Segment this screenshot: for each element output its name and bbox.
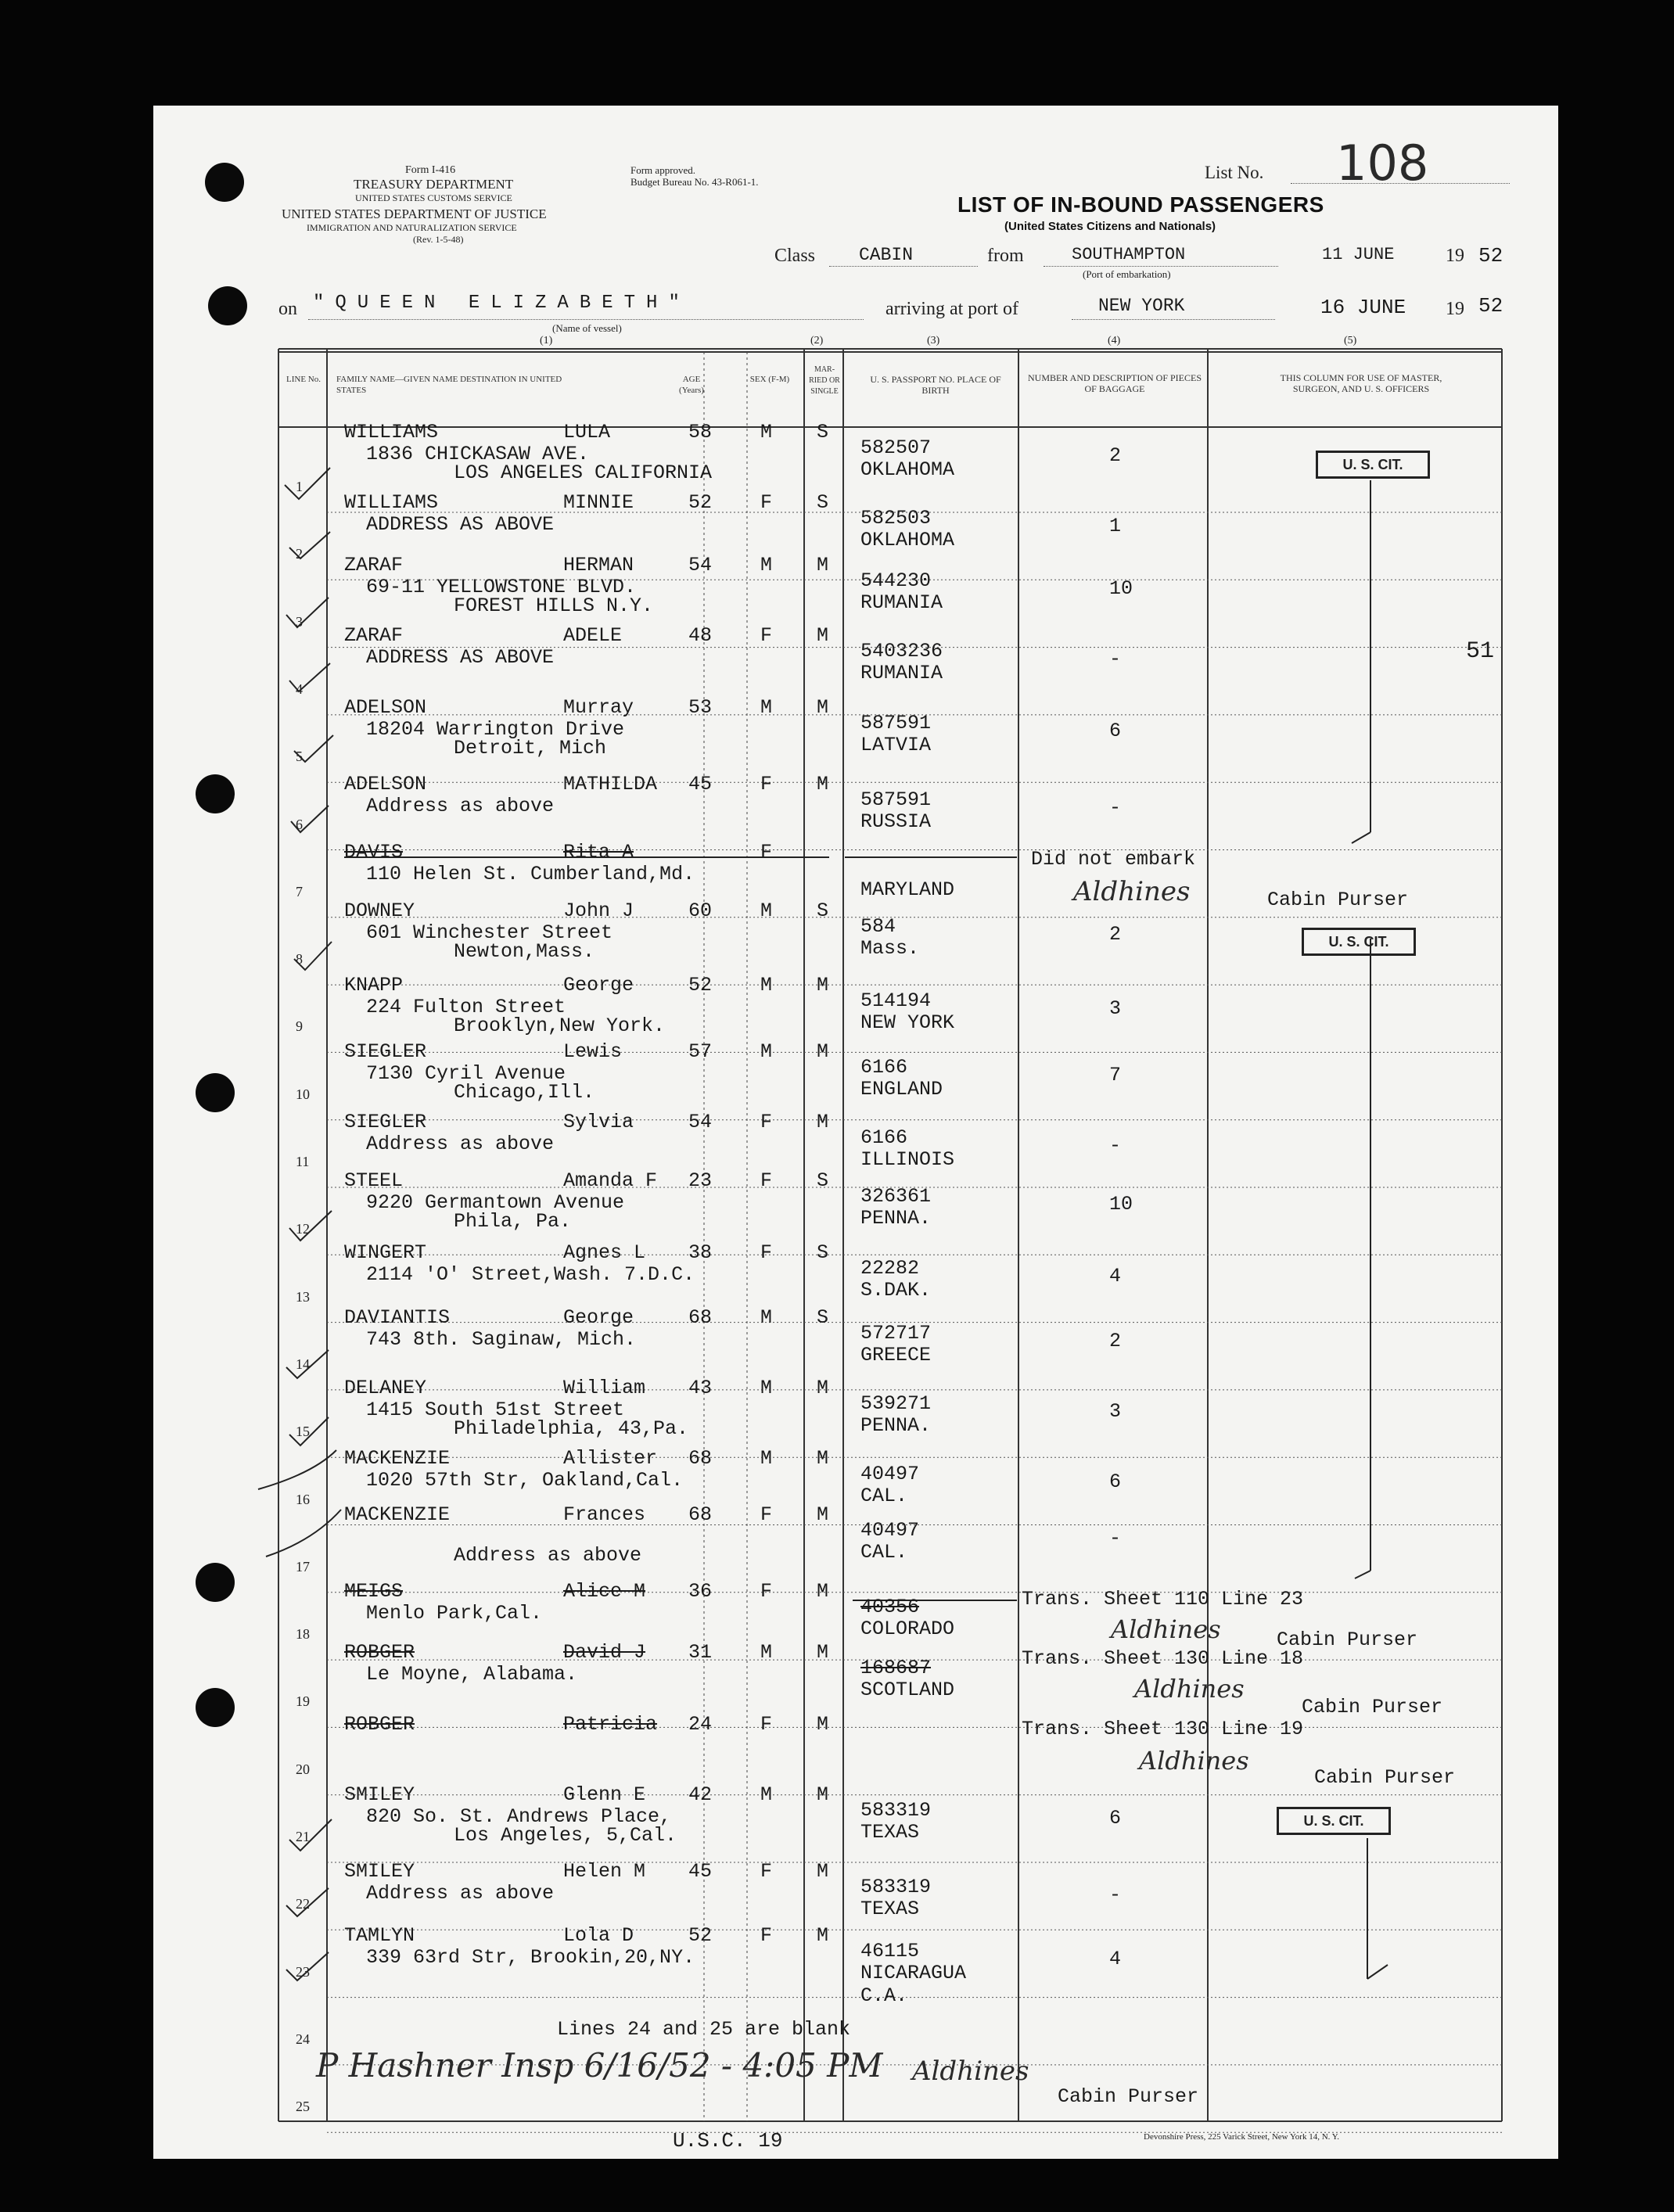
- place-of-birth: RUSSIA: [860, 810, 932, 833]
- place-of-birth: S.DAK.: [860, 1279, 932, 1302]
- passenger-family-name: WINGERT: [344, 1241, 427, 1264]
- passenger-address-line-2: FOREST HILLS N.Y.: [454, 594, 654, 617]
- passport-number: 22282: [860, 1257, 920, 1280]
- transfer-note-2: Trans. Sheet 130 Line 18: [1022, 1647, 1304, 1670]
- passenger-marital-status: M: [817, 1580, 829, 1603]
- form-number: Form I-416: [405, 164, 456, 176]
- place-of-birth: LATVIA: [860, 734, 932, 756]
- passenger-age: 58: [688, 421, 713, 443]
- form-approved: Form approved.: [630, 164, 696, 176]
- line-number: 13: [296, 1288, 310, 1305]
- passenger-age: 68: [688, 1503, 713, 1526]
- passport-number: 326361: [860, 1185, 932, 1208]
- baggage-count: 3: [1109, 1400, 1122, 1423]
- passenger-address: 820 So. St. Andrews Place,: [366, 1805, 672, 1828]
- passenger-given-name: William: [563, 1377, 646, 1399]
- passenger-family-name: DELANEY: [344, 1377, 427, 1399]
- on-label: on: [278, 299, 297, 319]
- passenger-family-name: SIEGLER: [344, 1040, 427, 1063]
- passport-number: 582503: [860, 507, 932, 530]
- passenger-marital-status: M: [817, 1377, 829, 1399]
- passenger-age: 52: [688, 1924, 713, 1947]
- baggage-count: 6: [1109, 1807, 1122, 1830]
- passenger-given-name: HERMAN: [563, 554, 634, 576]
- place-of-birth: TEXAS: [860, 1821, 920, 1844]
- passenger-age: 31: [688, 1641, 713, 1664]
- passenger-family-name: SMILEY: [344, 1783, 415, 1806]
- from-port: SOUTHAMPTON: [1072, 245, 1186, 264]
- passenger-address: 339 63rd Str, Brookin,20,NY.: [366, 1946, 695, 1969]
- column-number-5: (5): [1344, 335, 1357, 347]
- passenger-family-name: KNAPP: [344, 974, 404, 996]
- transfer-note-3: Trans. Sheet 130 Line 19: [1022, 1718, 1304, 1740]
- passenger-tally: 51: [1466, 638, 1495, 665]
- passenger-age: 23: [688, 1169, 713, 1192]
- place-of-birth: OKLAHOMA: [860, 529, 955, 551]
- passenger-given-name: Patricia: [563, 1713, 658, 1736]
- passenger-marital-status: M: [817, 696, 829, 719]
- passenger-address-line-2: Detroit, Mich: [454, 737, 607, 759]
- passenger-age: 57: [688, 1040, 713, 1063]
- line-number: 2: [296, 546, 303, 562]
- passenger-given-name: Lola D: [563, 1924, 634, 1947]
- budget-bureau: Budget Bureau No. 43-R061-1.: [630, 176, 759, 188]
- passenger-age: 45: [688, 1860, 713, 1883]
- baggage-count: 7: [1109, 1064, 1122, 1086]
- passenger-sex: F: [760, 1503, 773, 1526]
- passenger-address: Address as above: [366, 795, 555, 817]
- passenger-family-name: ROBGER: [344, 1641, 415, 1664]
- passenger-marital-status: S: [817, 1169, 829, 1192]
- line-number: 4: [296, 680, 303, 697]
- passenger-address-line-2: Los Angeles, 5,Cal.: [454, 1824, 677, 1847]
- cabin-purser-label: Cabin Purser: [1302, 1696, 1443, 1718]
- passenger-family-name: STEEL: [344, 1169, 404, 1192]
- passenger-marital-status: M: [817, 1447, 829, 1470]
- passenger-sex: M: [760, 554, 773, 576]
- passport-number: 40497: [860, 1519, 920, 1542]
- arrival-date: 16 JUNE: [1320, 296, 1406, 319]
- passenger-address-line-2: LOS ANGELES CALIFORNIA: [454, 461, 713, 484]
- column-number-2: (2): [810, 335, 824, 347]
- passenger-family-name: ADELSON: [344, 773, 427, 795]
- passenger-age: 53: [688, 696, 713, 719]
- passenger-sex: F: [760, 1860, 773, 1883]
- passenger-address: 7130 Cyril Avenue: [366, 1062, 566, 1085]
- cabin-purser-label: Cabin Purser: [1277, 1628, 1418, 1651]
- passenger-marital-status: S: [817, 900, 829, 922]
- place-of-birth: NICARAGUA C.A.: [860, 1962, 967, 2007]
- list-number-label: List No.: [1205, 163, 1264, 182]
- treasury-department: TREASURY DEPARTMENT: [354, 177, 514, 192]
- passport-number: 587591: [860, 788, 932, 811]
- did-not-embark-note: Did not embark: [1031, 848, 1196, 871]
- passenger-address: 224 Fulton Street: [366, 996, 566, 1018]
- baggage-count: -: [1109, 1883, 1122, 1906]
- header-age: AGE (Years): [679, 375, 704, 395]
- passenger-age: 36: [688, 1580, 713, 1603]
- passenger-family-name: SIEGLER: [344, 1111, 427, 1133]
- line-number: 23: [296, 1963, 310, 1980]
- passenger-sex: F: [760, 1924, 773, 1947]
- passenger-sex: F: [760, 773, 773, 795]
- line-number: 25: [296, 2099, 310, 2115]
- passenger-sex: F: [760, 1580, 773, 1603]
- arrival-year: 52: [1478, 294, 1503, 318]
- from-label: from: [987, 246, 1024, 266]
- departure-year: 52: [1478, 244, 1503, 268]
- passenger-age: 48: [688, 624, 713, 647]
- passenger-age: 68: [688, 1306, 713, 1329]
- class-label: Class: [774, 246, 816, 266]
- department-of-justice: UNITED STATES DEPARTMENT OF JUSTICE: [282, 206, 547, 221]
- line-number: 12: [296, 1221, 310, 1237]
- passenger-marital-status: S: [817, 1241, 829, 1264]
- cabin-purser-label: Cabin Purser: [1267, 889, 1409, 911]
- passenger-address: Address as above: [366, 1133, 555, 1155]
- blank-lines-note: Lines 24 and 25 are blank: [557, 2018, 851, 2041]
- passport-number: 583319: [860, 1876, 932, 1898]
- purser-signature: Aldhines: [1111, 1614, 1221, 1644]
- passenger-family-name: MACKENZIE: [344, 1503, 451, 1526]
- header-baggage: NUMBER AND DESCRIPTION OF PIECES OF BAGGAGE: [1027, 372, 1202, 394]
- passenger-given-name: ADELE: [563, 624, 623, 647]
- passenger-address: 9220 Germantown Avenue: [366, 1191, 625, 1214]
- place-of-birth: OKLAHOMA: [860, 458, 955, 481]
- header-line-no: LINE No.: [286, 375, 321, 384]
- passenger-age: 54: [688, 1111, 713, 1133]
- passenger-given-name: MINNIE: [563, 491, 634, 514]
- document-title: LIST OF IN-BOUND PASSENGERS: [957, 192, 1324, 217]
- passenger-address: 1020 57th Str, Oakland,Cal.: [366, 1469, 684, 1492]
- line-number: 11: [296, 1154, 310, 1169]
- baggage-count: 10: [1109, 577, 1133, 600]
- passenger-age: 54: [688, 554, 713, 576]
- passenger-address-line-2: Newton,Mass.: [454, 940, 595, 963]
- passenger-address: Address as above: [366, 1882, 555, 1905]
- passport-number: 6166: [860, 1126, 908, 1149]
- inspector-signature: P Hashner Insp 6/16/52 - 4:05 PM: [316, 2046, 883, 2085]
- line-number: 9: [296, 1018, 303, 1035]
- column-number-1: (1): [540, 335, 553, 347]
- line-number: 17: [296, 1558, 310, 1575]
- passport-number: 40497: [860, 1463, 920, 1485]
- passenger-marital-status: S: [817, 421, 829, 443]
- passenger-given-name: MATHILDA: [563, 773, 658, 795]
- us-citizen-stamp: U. S. CIT.: [1302, 928, 1416, 956]
- passenger-given-name: George: [563, 1306, 634, 1329]
- passenger-age: 38: [688, 1241, 713, 1264]
- passport-number: 514194: [860, 989, 932, 1012]
- passenger-given-name: Allister: [563, 1447, 658, 1470]
- passenger-marital-status: M: [817, 1111, 829, 1133]
- passenger-marital-status: M: [817, 1924, 829, 1947]
- passenger-sex: M: [760, 421, 773, 443]
- line-number: 15: [296, 1424, 310, 1440]
- baggage-count: 6: [1109, 720, 1122, 742]
- line-number: 14: [296, 1356, 310, 1372]
- place-of-birth: CAL.: [860, 1541, 908, 1564]
- passenger-given-name: Frances: [563, 1503, 646, 1526]
- ins-service: IMMIGRATION AND NATURALIZATION SERVICE: [307, 222, 517, 233]
- passport-number: 6166: [860, 1056, 908, 1079]
- place-of-birth: NEW YORK: [860, 1011, 955, 1034]
- line-number: 6: [296, 816, 303, 832]
- baggage-count: 2: [1109, 923, 1122, 946]
- passenger-marital-status: M: [817, 1783, 829, 1806]
- passenger-sex: M: [760, 1447, 773, 1470]
- column-number-4: (4): [1108, 335, 1121, 347]
- passenger-age: 42: [688, 1783, 713, 1806]
- passport-number: 584: [860, 915, 896, 938]
- line-number: 21: [296, 1829, 310, 1844]
- passenger-address: Le Moyne, Alabama.: [366, 1663, 578, 1686]
- baggage-count: 6: [1109, 1470, 1122, 1493]
- passenger-sex: M: [760, 1377, 773, 1399]
- passenger-given-name: Agnes L: [563, 1241, 646, 1264]
- purser-signature: Aldhines: [1139, 1746, 1249, 1776]
- passenger-sex: F: [760, 841, 773, 864]
- baggage-count: 3: [1109, 997, 1122, 1020]
- passenger-given-name: Helen M: [563, 1860, 646, 1883]
- passport-number: 539271: [860, 1392, 932, 1415]
- passenger-sex: F: [760, 624, 773, 647]
- passport-number: 5403236: [860, 640, 943, 663]
- passenger-age: 52: [688, 974, 713, 996]
- passenger-sex: M: [760, 1783, 773, 1806]
- passenger-family-name: MACKENZIE: [344, 1447, 451, 1470]
- passenger-family-name: SMILEY: [344, 1860, 415, 1883]
- passenger-family-name: DAVIS: [344, 841, 404, 864]
- passport-number: 46115: [860, 1940, 920, 1962]
- passenger-sex: F: [760, 491, 773, 514]
- line-number: 5: [296, 749, 303, 765]
- passport-number: 544230: [860, 569, 932, 592]
- passenger-address: ADDRESS AS ABOVE: [366, 513, 555, 536]
- passenger-address: 110 Helen St. Cumberland,Md.: [366, 863, 695, 885]
- baggage-count: -: [1109, 1134, 1122, 1157]
- place-of-birth: RUMANIA: [860, 591, 943, 614]
- purser-signature: Aldhines: [912, 2056, 1029, 2087]
- passenger-age: 24: [688, 1713, 713, 1736]
- passenger-given-name: Rita A: [563, 841, 634, 864]
- passenger-age: 68: [688, 1447, 713, 1470]
- departure-date: 11 JUNE: [1322, 245, 1395, 264]
- passenger-family-name: TAMLYN: [344, 1924, 415, 1947]
- passenger-sex: M: [760, 900, 773, 922]
- passenger-family-name: WILLIAMS: [344, 491, 439, 514]
- passenger-given-name: Alice M: [563, 1580, 646, 1603]
- baggage-count: 4: [1109, 1948, 1122, 1970]
- passenger-sex: F: [760, 1241, 773, 1264]
- passenger-address-line-2: Philadelphia, 43,Pa.: [454, 1417, 689, 1440]
- line-number: 20: [296, 1761, 310, 1777]
- passenger-address: 743 8th. Saginaw, Mich.: [366, 1328, 637, 1351]
- passenger-family-name: ROBGER: [344, 1713, 415, 1736]
- header-officers: THIS COLUMN FOR USE OF MASTER, SURGEON, AND U. S. OFFICERS: [1280, 372, 1442, 394]
- line-number: 8: [296, 951, 303, 968]
- line-number: 18: [296, 1626, 310, 1643]
- passenger-marital-status: M: [817, 773, 829, 795]
- place-of-birth: ENGLAND: [860, 1078, 943, 1101]
- transfer-note-1: Trans. Sheet 110 Line 23: [1022, 1588, 1304, 1611]
- passport-number: 587591: [860, 712, 932, 734]
- arrival-year-prefix: 19: [1446, 299, 1464, 319]
- baggage-count: 2: [1109, 444, 1122, 467]
- passenger-sex: M: [760, 974, 773, 996]
- line-number: 19: [296, 1693, 310, 1710]
- passenger-given-name: Glenn E: [563, 1783, 646, 1806]
- passenger-age: 60: [688, 900, 713, 922]
- arrival-port: NEW YORK: [1098, 296, 1185, 316]
- passenger-address-line-2: Chicago,Ill.: [454, 1081, 595, 1104]
- printer-imprint: Devonshire Press, 225 Varick Street, New York 14, N. Y.: [1144, 2132, 1340, 2142]
- passenger-marital-status: M: [817, 1503, 829, 1526]
- place-of-birth: MARYLAND: [860, 878, 955, 901]
- header-sex: SEX (F-M): [749, 375, 790, 384]
- passenger-given-name: Amanda F: [563, 1169, 658, 1192]
- passport-number: 40356: [860, 1596, 920, 1618]
- vessel-name: "QUEEN ELIZABETH": [313, 293, 691, 314]
- place-of-birth: PENNA.: [860, 1207, 932, 1230]
- passenger-marital-status: S: [817, 1306, 829, 1329]
- passenger-given-name: John J: [563, 900, 634, 922]
- customs-service: UNITED STATES CUSTOMS SERVICE: [355, 192, 512, 203]
- passenger-family-name: DOWNEY: [344, 900, 415, 922]
- passenger-given-name: LULA: [563, 421, 611, 443]
- line-number: 24: [296, 2031, 310, 2047]
- arriving-label: arriving at port of: [885, 299, 1018, 319]
- place-of-birth: COLORADO: [860, 1618, 955, 1640]
- passenger-sex: M: [760, 696, 773, 719]
- passenger-marital-status: S: [817, 491, 829, 514]
- usc-number: U.S.C. 19: [673, 2129, 783, 2153]
- us-citizen-stamp: U. S. CIT.: [1277, 1807, 1391, 1835]
- passenger-address-line-2: Brooklyn,New York.: [454, 1014, 666, 1037]
- place-of-birth: GREECE: [860, 1344, 932, 1366]
- place-of-birth: PENNA.: [860, 1414, 932, 1437]
- passenger-address: ADDRESS AS ABOVE: [366, 646, 555, 669]
- line-number: 3: [296, 613, 303, 630]
- passport-number: 168687: [860, 1657, 932, 1679]
- us-citizen-stamp: U. S. CIT.: [1316, 451, 1430, 479]
- passenger-marital-status: M: [817, 1641, 829, 1664]
- passenger-given-name: Lewis: [563, 1040, 623, 1063]
- passenger-family-name: ZARAF: [344, 554, 404, 576]
- passenger-address: Menlo Park,Cal.: [366, 1602, 543, 1625]
- passport-number: 583319: [860, 1799, 932, 1822]
- port-embarkation-label: (Port of embarkation): [1083, 268, 1171, 280]
- passenger-address: 1415 South 51st Street: [366, 1399, 625, 1421]
- passenger-age: 45: [688, 773, 713, 795]
- passenger-given-name: Murray: [563, 696, 634, 719]
- baggage-count: 10: [1109, 1193, 1133, 1216]
- passenger-marital-status: M: [817, 1040, 829, 1063]
- passenger-sex: F: [760, 1169, 773, 1192]
- document-subtitle: (United States Citizens and Nationals): [1004, 220, 1216, 233]
- place-of-birth: Mass.: [860, 937, 920, 960]
- passenger-address: 2114 'O' Street,Wash. 7.D.C.: [366, 1263, 695, 1286]
- header-passport: U. S. PASSPORT NO. PLACE OF BIRTH: [870, 374, 1001, 396]
- passenger-sex: F: [760, 1713, 773, 1736]
- vessel-name-label: (Name of vessel): [552, 322, 622, 334]
- passenger-marital-status: M: [817, 624, 829, 647]
- passenger-family-name: WILLIAMS: [344, 421, 439, 443]
- passenger-given-name: George: [563, 974, 634, 996]
- class-value: CABIN: [859, 245, 914, 265]
- place-of-birth: TEXAS: [860, 1898, 920, 1920]
- passenger-address: 1836 CHICKASAW AVE.: [366, 443, 590, 465]
- column-number-3: (3): [927, 335, 940, 347]
- departure-year-prefix: 19: [1446, 246, 1464, 266]
- passenger-address: 69-11 YELLOWSTONE BLVD.: [366, 576, 637, 598]
- passenger-family-name: ZARAF: [344, 624, 404, 647]
- list-number: 108: [1336, 135, 1429, 192]
- purser-signature: Aldhines: [1073, 876, 1191, 907]
- place-of-birth: ILLINOIS: [860, 1148, 955, 1171]
- place-of-birth: SCOTLAND: [860, 1679, 955, 1701]
- passenger-age: 52: [688, 491, 713, 514]
- line-number: 1: [296, 479, 303, 494]
- passenger-address: 18204 Warrington Drive: [366, 718, 625, 741]
- passenger-address-line-2: Phila, Pa.: [454, 1210, 572, 1233]
- place-of-birth: RUMANIA: [860, 662, 943, 684]
- header-married: MAR-RIED OR SINGLE: [809, 365, 840, 396]
- passenger-family-name: ADELSON: [344, 696, 427, 719]
- baggage-count: -: [1109, 796, 1122, 819]
- passenger-marital-status: M: [817, 974, 829, 996]
- passenger-given-name: David J: [563, 1641, 646, 1664]
- baggage-count: 4: [1109, 1265, 1122, 1287]
- passenger-marital-status: M: [817, 554, 829, 576]
- baggage-count: -: [1109, 1527, 1122, 1549]
- baggage-count: 1: [1109, 515, 1122, 537]
- passport-number: 572717: [860, 1322, 932, 1345]
- passenger-marital-status: M: [817, 1860, 829, 1883]
- place-of-birth: CAL.: [860, 1485, 908, 1507]
- passenger-sex: M: [760, 1040, 773, 1063]
- passenger-family-name: DAVIANTIS: [344, 1306, 451, 1329]
- passenger-marital-status: M: [817, 1713, 829, 1736]
- passenger-sex: M: [760, 1306, 773, 1329]
- line-number: 7: [296, 883, 303, 900]
- cabin-purser-label: Cabin Purser: [1058, 2085, 1199, 2108]
- baggage-count: -: [1109, 648, 1122, 670]
- line-number: 16: [296, 1491, 310, 1507]
- line-number: 22: [296, 1896, 310, 1912]
- passenger-sex: M: [760, 1641, 773, 1664]
- form-revision: (Rev. 1-5-48): [413, 234, 464, 245]
- header-name: FAMILY NAME—GIVEN NAME DESTINATION IN UNITED STATES: [336, 375, 562, 395]
- passenger-address-line-2: Address as above: [454, 1544, 642, 1567]
- passenger-address: 601 Winchester Street: [366, 921, 613, 944]
- passport-number: 582507: [860, 436, 932, 459]
- passenger-age: 43: [688, 1377, 713, 1399]
- line-number: 10: [296, 1086, 310, 1102]
- passenger-sex: F: [760, 1111, 773, 1133]
- purser-signature: Aldhines: [1134, 1674, 1245, 1704]
- baggage-count: 2: [1109, 1330, 1122, 1352]
- passenger-family-name: MEIGS: [344, 1580, 404, 1603]
- cabin-purser-label: Cabin Purser: [1314, 1766, 1456, 1789]
- passenger-given-name: Sylvia: [563, 1111, 634, 1133]
